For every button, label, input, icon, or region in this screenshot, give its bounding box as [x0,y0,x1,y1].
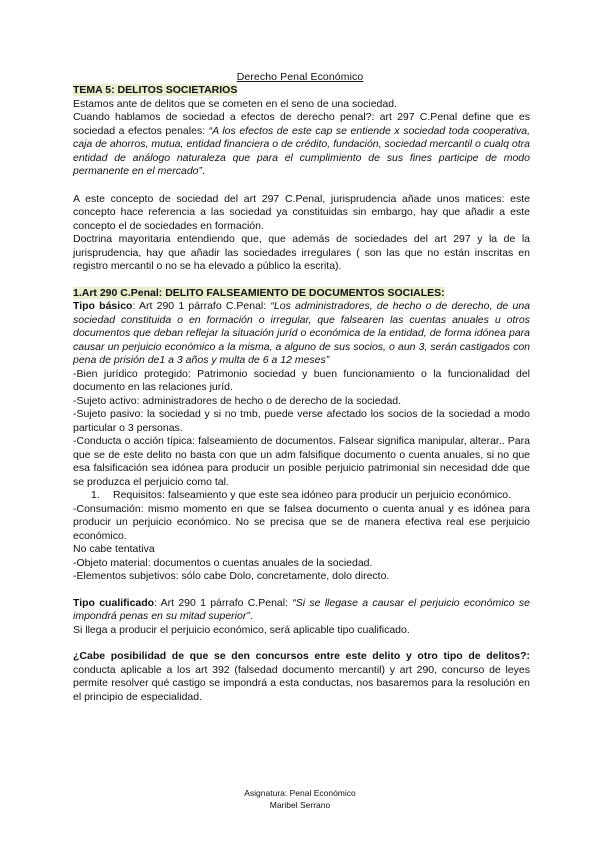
tipo-cualificado-quote: “Si se llegase a causar el perjuicio económico se impondrá penas en su mitad superior” [73,596,530,622]
tipo-cualificado-paragraph: Tipo cualificado: Art 290 1 párrafo C.Penal: “Si se llegase a causar el perjuicio económico se impondrá penas en su mitad superior”. [73,596,530,622]
list-number: 1. [91,489,100,501]
document-header-title: Derecho Penal Económico [236,71,364,83]
tentativa: No cabe tentativa [73,543,155,555]
sujeto-pasivo: -Sujeto pasivo: la sociedad y si no tmb, puede verse afectado los socios de la sociedad a modo particular o 3 personas. [73,408,530,434]
intro-paragraph-3: A este concepto de sociedad del art 297 C.Penal, jurisprudencia añade unos matices: este concepto hace referencia a las sociedad ya constituidas sin embargo, hay que añadir a este concepto el de sociedades en formación. [73,192,530,232]
footer-author: Maribel Serrano [269,800,331,810]
requisitos-list-item [91,489,530,503]
art-297-quote: “A los efectos de este cap se entiende x sociedad toda cooperativa, caja de ahorros, mutua, entidad financiera o de crédito, fundación, sociedad mercantil o cualq otra entidad de análogo naturaleza que para el cumplimiento de sus fines participe de modo permanente en el mercado” [73,124,530,177]
tipo-cualificado-note: Si llega a producir el perjuicio económico, será aplicable tipo cualificado. [73,623,410,636]
tipo-basico-label: Tipo básico [73,300,133,312]
document-footer [0,787,600,811]
spacer [73,637,530,650]
art-290-quote: “Los administradores, de hecho o de derecho, de una sociedad constituida o en formación o irregular, que falsearen las cuentas anuales u otros documentos que deban reflejar la situación juríd o económica de la entidad, de forma idónea para causar un perjuicio económico a la misma, a alguno de sus socios, o aun 3, serán castigados con pena de prisión de1 a 3 años y multa de 6 a 12 meses” [73,300,530,366]
spacer [73,274,530,287]
requisitos-text: Requisitos: falseamiento y que este sea idóneo para producir un perjuicio económico. [113,489,512,501]
intro-paragraph-1: Estamos ante de delitos que se cometen en el seno de una sociedad. [73,97,397,110]
concurso-paragraph [73,650,530,704]
conducta: -Conducta o acción típica: falseamiento de documentos. Falsear significa manipular, alterar.. Para que se de este delito no basta con que un adm falsifique documento o cuenta anuales, si no que esa falsificación sea idónea para producir un posible perjuicio patrimonial sin necesidad dde que se produzca el perjuicio como tal. [73,435,530,488]
tipo-cualificado-label: Tipo cualificado [73,596,155,609]
concurso-question: ¿Cabe posibilidad de que se den concursos entre este delito y otro tipo de delitos?: [73,650,530,662]
spacer [73,584,530,597]
section-1-heading: 1.Art 290 C.Penal: DELITO FALSEAMIENTO DE DOCUMENTOS SOCIALES: [73,286,445,299]
intro-paragraph-4: Doctrina mayoritaria entendiendo que, que además de sociedades del art 297 y la de la jurisprudencia, hay que añadir las sociedades irregulares ( son las que no están inscritas en registro mercantil o no se ha elevado a público la escrita). [73,233,530,272]
footer-subject: Asignatura: Penal Económico [244,788,356,798]
intro-paragraph-2: Cuando hablamos de sociedad a efectos de derecho penal?: art 297 C.Penal define que es sociedad a efectos penales: “A los efectos de este cap se entiende x sociedad toda cooperativa, caja de ahorros, mutua, entidad financiera o de crédito, fundación, sociedad mercantil o cualq otra entidad de análogo naturaleza que para el cumplimiento de sus fines participe de modo permanente en el mercado”. [73,111,530,177]
spacer [73,179,530,193]
document-body [73,84,530,704]
sujeto-activo: -Sujeto activo: administradores de hecho o de derecho de la sociedad. [73,394,402,407]
elementos-subjetivos: -Elementos subjetivos: sólo cabe Dolo, concretamente, dolo directo. [73,570,390,582]
tipo-basico-paragraph: Tipo básico: Art 290 1 párrafo C.Penal: “Los administradores, de hecho o de derecho, de una sociedad constituida o en formación o irregular, que falsearen las cuentas anuales u otros documentos que deban reflejar la situación juríd o económica de la entidad, de forma idónea para causar un perjuicio económico a la misma, a alguno de sus socios, o aun 3, serán castigados con pena de prisión de1 a 3 años y multa de 6 a 12 meses” [73,300,530,366]
concurso-answer: conducta aplicable a los art 392 (falsedad documento mercantil) y art 290, concurso de leyes permite resolver qué castigo se impondrá a esta conductas, nos basaremos para la resolución en el principio de especialidad. [73,663,530,703]
consumacion: -Consumación: mismo momento en que se falsea documento o cuenta anual y es idónea para producir un perjuicio económico. No se precisa que se de manera efectiva real ese perjuicio económico. [73,502,530,542]
tema-title: TEMA 5: DELITOS SOCIETARIOS [73,84,238,96]
bien-juridico: -Bien jurídico protegido: Patrimonio sociedad y buen funcionamiento o la funcionalidad del documento en las relaciones juríd. [73,367,530,393]
objeto-material: -Objeto material: documentos o cuentas anuales de la sociedad. [73,556,373,569]
